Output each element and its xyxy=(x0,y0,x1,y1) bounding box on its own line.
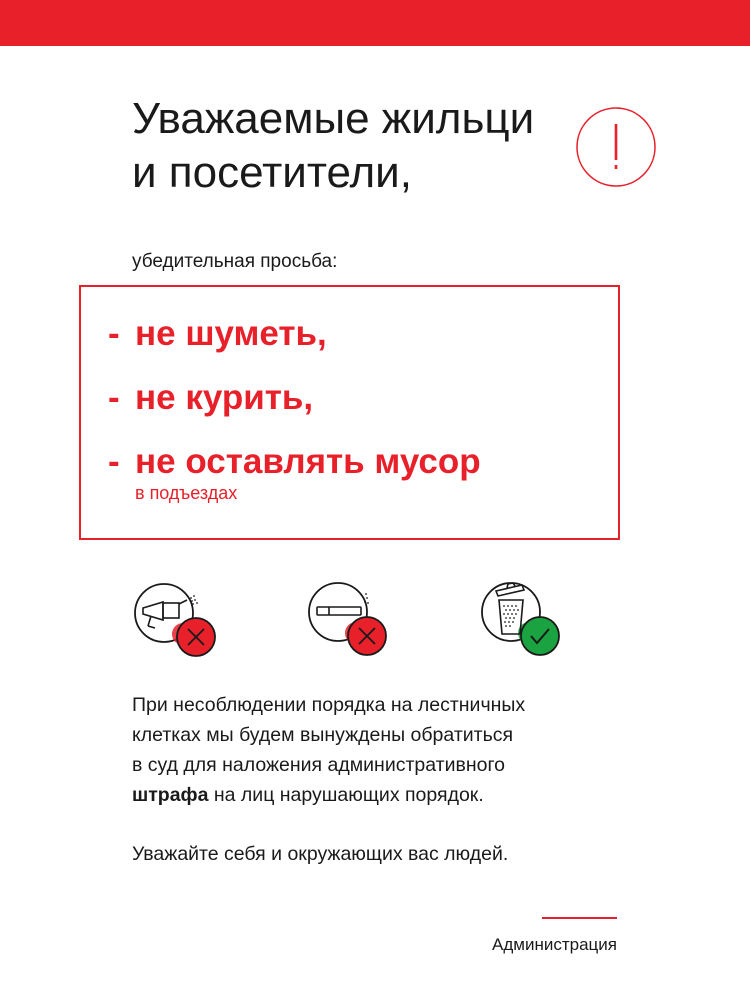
title-line-2: и посетители, xyxy=(132,148,412,197)
rule-dash: - xyxy=(108,378,120,417)
warning-paragraph xyxy=(132,690,525,810)
fine-word: штрафа xyxy=(132,784,209,806)
signature: Администрация xyxy=(492,935,617,954)
closing-text: Уважайте себя и окружающих вас людей. xyxy=(132,843,509,865)
subtitle: убедительная просьба: xyxy=(132,251,338,272)
no-smoking-icon xyxy=(305,574,395,664)
rules-box xyxy=(79,285,620,540)
page-title xyxy=(132,92,534,200)
signature-divider xyxy=(542,917,617,919)
paragraph-line xyxy=(132,780,525,810)
rule-text: не оставлять мусор xyxy=(135,442,481,481)
no-spray-icon xyxy=(133,574,223,664)
trash-bin-ok-icon xyxy=(478,574,568,664)
rule-dash: - xyxy=(108,314,120,353)
rule-text: не шуметь, xyxy=(135,314,327,353)
rule-text: не курить, xyxy=(135,378,314,417)
paragraph-line: в суд для наложения административного xyxy=(132,754,505,776)
paragraph-line: При несоблюдении порядка на лестничных xyxy=(132,694,526,716)
rule-no-noise xyxy=(108,314,327,354)
paragraph-line: клетках мы будем вынуждены обратиться xyxy=(132,724,514,746)
rule-dash: - xyxy=(108,442,120,481)
exclamation-icon xyxy=(576,107,656,187)
paragraph-line-rest: на лиц нарушающих порядок. xyxy=(208,784,484,806)
rule-note: в подъездах xyxy=(135,483,238,503)
rule-no-smoking xyxy=(108,378,313,418)
top-red-bar xyxy=(0,0,750,46)
title-line-1: Уважаемые жильци xyxy=(132,94,535,143)
rule-no-litter xyxy=(108,442,481,482)
